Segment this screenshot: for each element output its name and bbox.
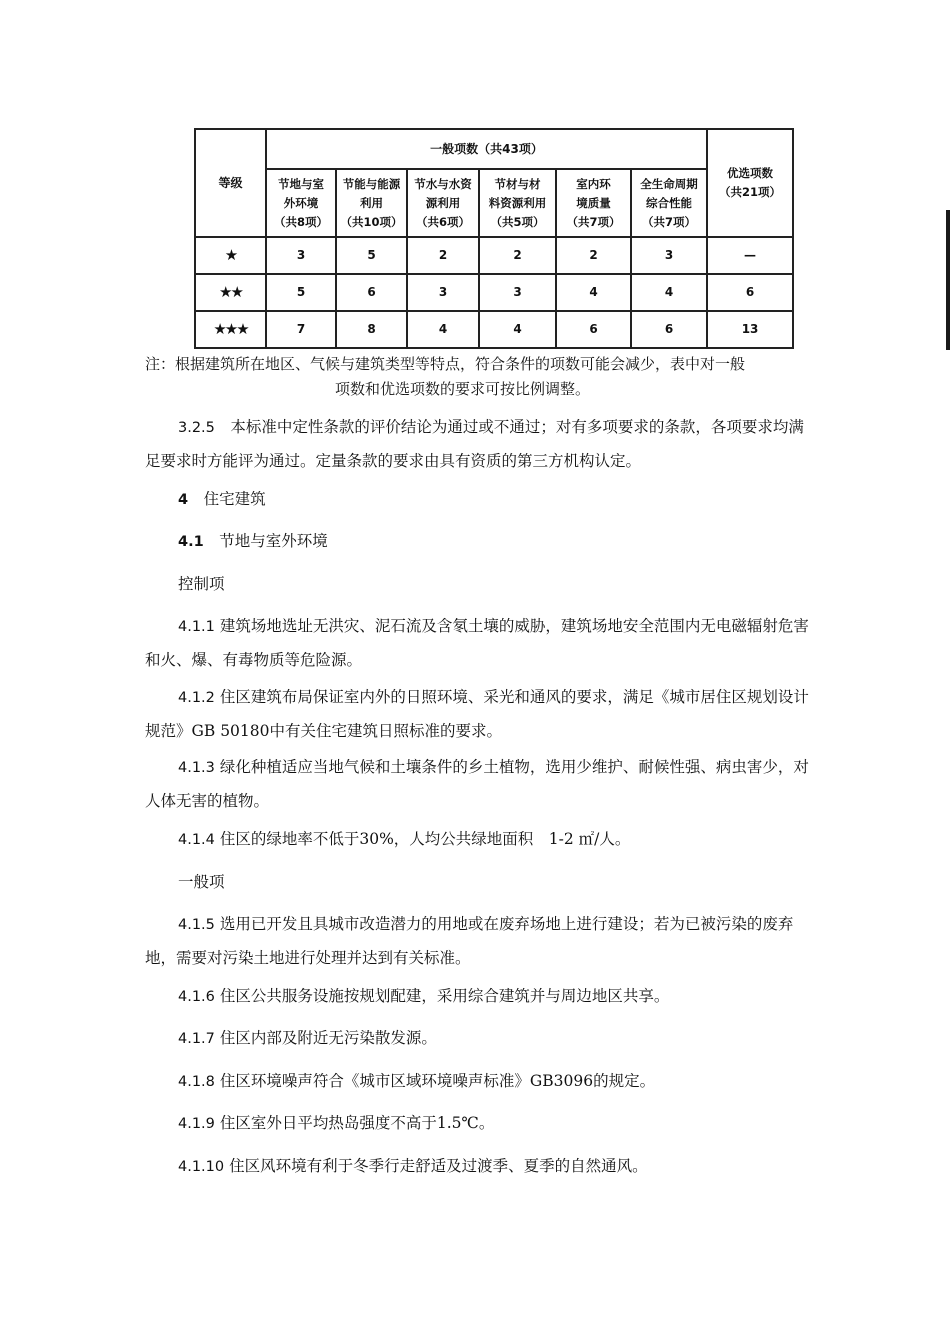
table-cell: 13 (707, 311, 793, 348)
clause-4-1-8 (145, 1065, 810, 1099)
section-title: 节地与室外环境 (219, 532, 328, 550)
subheading-control-items (145, 568, 810, 601)
clause-4-1-5 (145, 908, 810, 975)
table-cell: 8 (336, 311, 407, 348)
table-cell: 5 (266, 274, 336, 311)
clause-3-2-5 (145, 411, 810, 478)
note-line-2: 项数和优选项数的要求可按比例调整。 (335, 380, 591, 398)
clause-4-1-3 (145, 751, 810, 818)
grade-stars: ★ (195, 237, 266, 274)
table-row (195, 311, 793, 348)
optional-items-header: 优选项数 （共21项） (707, 129, 793, 237)
clause-number: 3.2.5 (178, 420, 215, 436)
table-cell: 4 (631, 274, 707, 311)
clause-number: 4.1.5 (178, 917, 215, 933)
clause-number: 4.1.8 (178, 1074, 215, 1090)
category-header: 节水与水资 源利用 （共6项） (407, 169, 479, 237)
clause-text: 住区内部及附近无污染散发源。 (219, 1029, 437, 1047)
clause-text: 住区建筑布局保证室内外的日照环境、采光和通风的要求，满足《城市居住区规划设计规范》GB 50180中有关住宅建筑日照标准的要求。 (145, 688, 809, 740)
clause-4-1-10 (145, 1150, 810, 1184)
table-cell: 3 (407, 274, 479, 311)
section-number: 4.1 (178, 534, 204, 550)
section-heading-4-1 (145, 525, 810, 559)
clause-4-1-4 (145, 823, 810, 857)
clause-4-1-9 (145, 1107, 810, 1141)
category-header: 节材与材 料资源利用 （共5项） (479, 169, 556, 237)
clause-number: 4.1.7 (178, 1031, 215, 1047)
category-header: 室内环 境质量 （共7项） (556, 169, 631, 237)
clause-4-1-7 (145, 1022, 810, 1056)
table-cell: 6 (707, 274, 793, 311)
clause-text: 住区室外日平均热岛强度不高于1.5℃。 (219, 1114, 495, 1132)
clause-text: 建筑场地选址无洪灾、泥石流及含氡土壤的威胁，建筑场地安全范围内无电磁辐射危害和火、爆、有毒物质等危险源。 (145, 617, 809, 669)
subheading-general-items (145, 866, 810, 899)
general-items-header: 一般项数（共43项） (266, 129, 707, 169)
page-edge-mark (946, 210, 950, 350)
table-cell: 4 (479, 311, 556, 348)
section-heading-4 (145, 483, 810, 517)
grade-header: 等级 (195, 129, 266, 237)
subheading-text: 控制项 (178, 575, 225, 593)
category-header: 节地与室 外环境 （共8项） (266, 169, 336, 237)
clause-number: 4.1.6 (178, 989, 215, 1005)
grade-stars: ★★ (195, 274, 266, 311)
clause-4-1-1 (145, 610, 810, 677)
note-line-1: 注：根据建筑所在地区、气候与建筑类型等特点，符合条件的项数可能会减少，表中对一般 (145, 355, 746, 373)
table-note (145, 352, 815, 402)
clause-text: 住区公共服务设施按规划配建，采用综合建筑并与周边地区共享。 (219, 987, 670, 1005)
category-header: 节能与能源 利用 （共10项） (336, 169, 407, 237)
table-cell: 4 (407, 311, 479, 348)
table-cell: 6 (336, 274, 407, 311)
clause-text: 选用已开发且具城市改造潜力的用地或在废弃场地上进行建设；若为已被污染的废弃地，需要对污染土地进行处理并达到有关标准。 (145, 915, 794, 967)
section-title: 住宅建筑 (203, 490, 266, 508)
clause-4-1-2 (145, 681, 810, 748)
clause-number: 4.1.9 (178, 1116, 215, 1132)
table-cell: 2 (407, 237, 479, 274)
category-header: 全生命周期 综合性能 （共7项） (631, 169, 707, 237)
clause-4-1-6 (145, 980, 810, 1014)
table-cell: 3 (479, 274, 556, 311)
grade-stars: ★★★ (195, 311, 266, 348)
table-cell: 7 (266, 311, 336, 348)
clause-number: 4.1.1 (178, 619, 215, 635)
table-cell: 3 (631, 237, 707, 274)
rating-table (194, 128, 794, 349)
clause-text: 住区的绿地率不低于30%，人均公共绿地面积 1-2 ㎡/人。 (219, 830, 631, 848)
table-cell: 2 (556, 237, 631, 274)
section-number: 4 (178, 492, 189, 508)
clause-text: 住区环境噪声符合《城市区域环境噪声标准》GB3096的规定。 (219, 1072, 656, 1090)
table-cell: 5 (336, 237, 407, 274)
table-cell: 6 (631, 311, 707, 348)
table-cell: 3 (266, 237, 336, 274)
table-row (195, 274, 793, 311)
clause-number: 4.1.2 (178, 690, 215, 706)
table-cell: 2 (479, 237, 556, 274)
clause-number: 4.1.3 (178, 760, 215, 776)
clause-text: 本标准中定性条款的评价结论为通过或不通过；对有多项要求的条款，各项要求均满足要求时方能评为通过。定量条款的要求由具有资质的第三方机构认定。 (145, 418, 804, 470)
clause-number: 4.1.4 (178, 832, 215, 848)
clause-text: 住区风环境有利于冬季行走舒适及过渡季、夏季的自然通风。 (229, 1157, 648, 1175)
clause-text: 绿化种植适应当地气候和土壤条件的乡土植物，选用少维护、耐候性强、病虫害少，对人体无害的植物。 (145, 758, 809, 810)
table-cell: — (707, 237, 793, 274)
table-row (195, 237, 793, 274)
table-cell: 6 (556, 311, 631, 348)
subheading-text: 一般项 (178, 873, 225, 891)
clause-number: 4.1.10 (178, 1159, 225, 1175)
table-cell: 4 (556, 274, 631, 311)
